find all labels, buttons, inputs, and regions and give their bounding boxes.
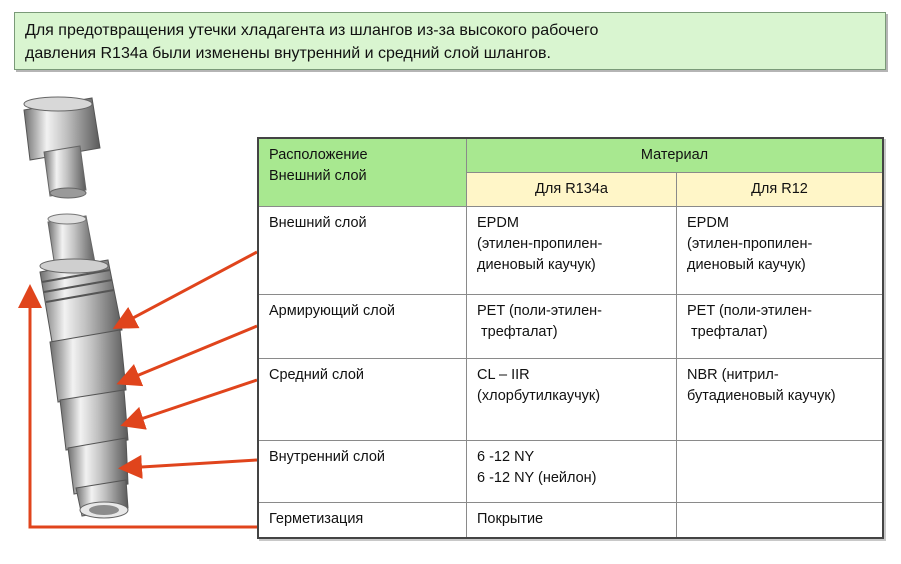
hose-outer-layer (40, 259, 122, 342)
row-label: Внутренний слой (269, 448, 385, 465)
arrow-middle-layer (126, 380, 257, 424)
cell-r134a: EPDM (этилен-пропилен- диеновый каучук) (477, 214, 603, 273)
fitting-nipple (44, 146, 86, 198)
table-row (258, 294, 883, 358)
header-location-line2: Внешний слой (269, 168, 367, 184)
cell-r12: EPDM (этилен-пропилен- диеновый каучук) (687, 214, 813, 273)
table-row (258, 502, 883, 538)
arrow-inner-layer (124, 460, 257, 468)
header-location-line1: Расположение (269, 147, 368, 163)
header-location (258, 138, 467, 206)
cell-r134a: 6 -12 NY 6 -12 NY (нейлон) (477, 448, 597, 486)
row-label: Армирующий слой (269, 302, 396, 319)
cell-r12-empty (677, 502, 884, 538)
cell-r12: PET (поли-этилен- трефталат) (687, 302, 812, 340)
header-r12: Для R12 (677, 172, 884, 206)
banner-line-1: Для предотвращения утечки хладагента из шлангов из-за высокого рабочего (25, 22, 599, 39)
arrow-outer-layer (118, 252, 257, 326)
cell-r134a: PET (поли-этилен- трефталат) (477, 302, 602, 340)
cell-r12: NBR (нитрил- бутадиеновый каучук) (687, 366, 836, 404)
table-row (258, 358, 883, 440)
table-row (258, 206, 883, 294)
cell-r134a: Покрытие (477, 510, 544, 527)
cell-r134a: CL – IIR (хлорбутилкаучук) (477, 366, 601, 404)
table-row (258, 440, 883, 502)
banner-line-2: давления R134a были изменены внутренний и средний слой шлангов. (25, 45, 551, 62)
materials-table (257, 137, 884, 539)
cell-r12-empty (677, 440, 884, 502)
row-label: Средний слой (269, 366, 365, 383)
row-label: Герметизация (269, 510, 364, 527)
header-material: Материал (467, 138, 884, 172)
arrow-reinforcement-layer (122, 326, 257, 382)
row-label: Внешний слой (269, 214, 367, 231)
header-r134a: Для R134a (467, 172, 677, 206)
